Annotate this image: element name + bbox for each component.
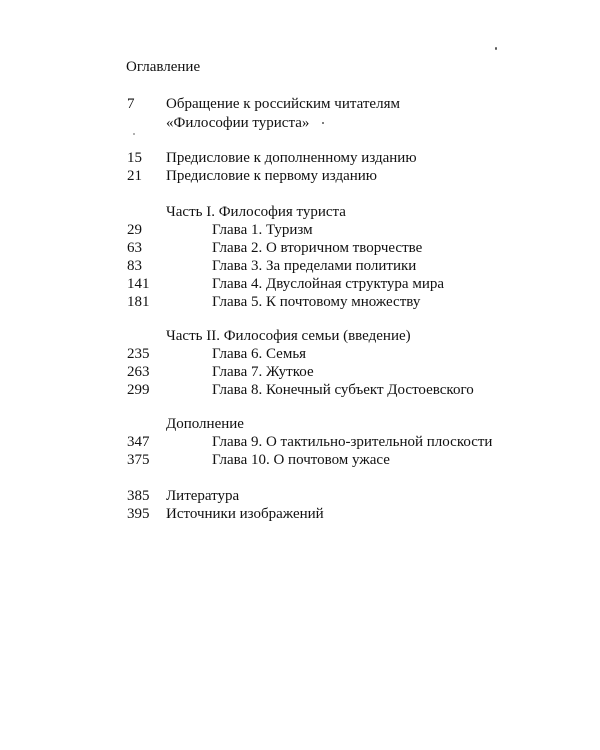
toc-entry: [0, 380, 600, 400]
toc-entry-title: Глава 1. Туризм: [212, 222, 313, 238]
toc-entry: [0, 166, 600, 186]
toc-part-heading: [0, 414, 600, 434]
toc-entry-title: Литература: [166, 488, 240, 504]
toc-entry-title: Предисловие к дополненному изданию: [166, 150, 417, 166]
scan-speck: [322, 122, 324, 124]
toc-entry-title: Глава 2. О вторичном творчестве: [212, 240, 423, 256]
toc-entry: [0, 94, 600, 114]
toc-page-number: 235: [127, 346, 150, 362]
toc-entry-title: Глава 4. Двуслойная структура мира: [212, 276, 445, 292]
toc-entry: [0, 344, 600, 364]
toc-page-number: 299: [127, 382, 150, 398]
toc-page-number: 21: [127, 168, 142, 184]
toc-heading: Оглавление: [126, 59, 201, 75]
toc-page-number: 181: [127, 294, 150, 310]
toc-entry: [0, 148, 600, 168]
toc-entry: [0, 238, 600, 258]
toc-page-number: 395: [127, 506, 150, 522]
scan-speck: [133, 133, 135, 135]
toc-entry: [0, 292, 600, 312]
toc-page-number: 385: [127, 488, 150, 504]
toc-entry-title: Глава 9. О тактильно-зрительной плоскости: [212, 434, 493, 450]
toc-entry: [0, 432, 600, 452]
toc-page-number: 63: [127, 240, 142, 256]
scan-speck: [495, 47, 497, 50]
toc-entry-title: Глава 8. Конечный субъект Достоевского: [212, 382, 474, 398]
toc-part-title: Часть I. Философия туриста: [166, 204, 346, 220]
toc-entry-title: Глава 6. Семья: [212, 346, 307, 362]
toc-entry: [0, 220, 600, 240]
toc-entry: [0, 113, 600, 133]
toc-entry-title: «Философии туриста»: [166, 115, 310, 131]
toc-entry-title: Глава 7. Жуткое: [212, 364, 314, 380]
toc-entry-title: Глава 5. К почтовому множеству: [212, 294, 421, 310]
toc-page-number: 375: [127, 452, 150, 468]
toc-entry: [0, 486, 600, 506]
toc-part-title: Часть II. Философия семьи (введение): [166, 328, 411, 344]
toc-entry-title: Обращение к российским читателям: [166, 96, 400, 112]
toc-entry: [0, 450, 600, 470]
toc-entry-title: Глава 3. За пределами политики: [212, 258, 417, 274]
toc-entry: [0, 256, 600, 276]
toc-part-heading: [0, 202, 600, 222]
toc-entry-title: Предисловие к первому изданию: [166, 168, 378, 184]
toc-page-number: 347: [127, 434, 150, 450]
toc-entry-title: Источники изображений: [166, 506, 324, 522]
toc-page-number: 15: [127, 150, 142, 166]
toc-page-number: 29: [127, 222, 142, 238]
toc-page-number: 141: [127, 276, 150, 292]
toc-page-number: 7: [127, 96, 135, 112]
toc-part-title: Дополнение: [166, 416, 244, 432]
toc-entry: [0, 362, 600, 382]
toc-page-number: 263: [127, 364, 150, 380]
toc-part-heading: [0, 326, 600, 346]
toc-entry: [0, 504, 600, 524]
toc-entry: [0, 274, 600, 294]
toc-page-number: 83: [127, 258, 142, 274]
toc-entry-title: Глава 10. О почтовом ужасе: [212, 452, 390, 468]
